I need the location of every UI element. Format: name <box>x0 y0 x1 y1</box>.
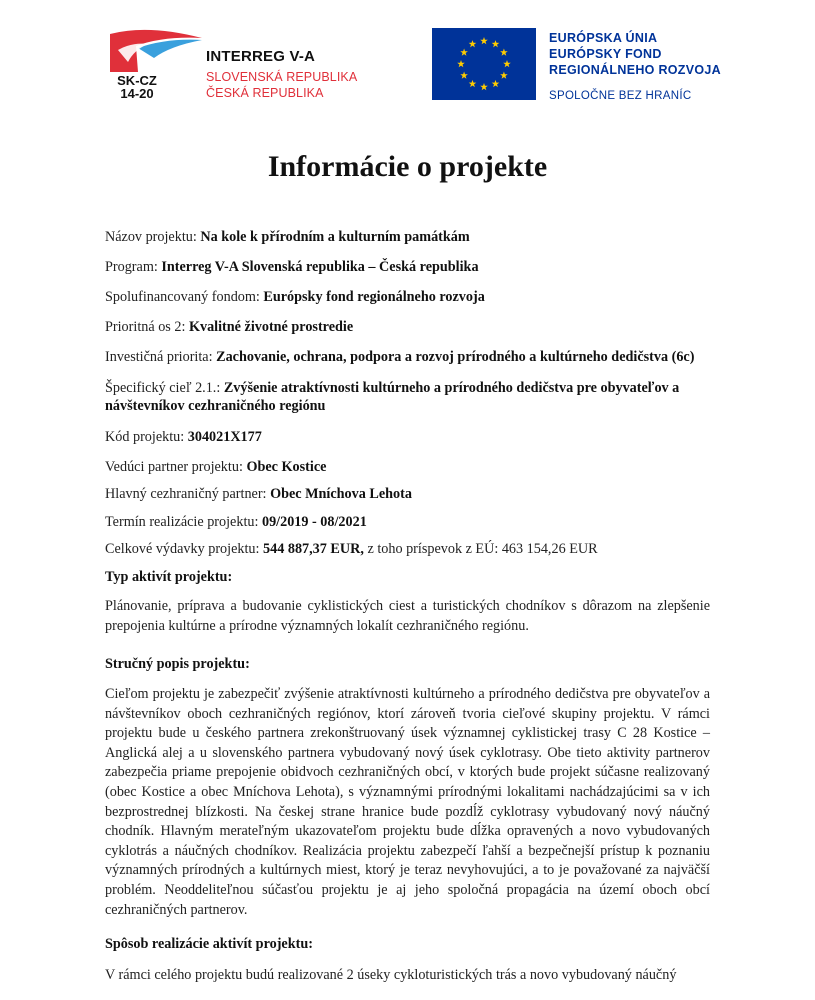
summary-text: Cieľom projektu je zabezpečiť zvýšenie atraktívnosti kultúrneho a prírodného dedičstva pre obyvateľov a návštevníkov oboch cezhraničných regiónov, ktorí zároveň tvoria cieľové skupiny projektu. V rámci projektu bude u českého partnera zrekonštruovaný úsek významnej cyklistickej trasy C 28 Kostice – Anglická alej a u slovenského partnera vybudovaný nový úsek cyklotrasy. Obe tieto aktivity partnerov zabezpečia priame prepojenie obidvoch cezhraničných obcí, v ktorých bude projekt súčasne realizovaný (obec Kostice a obec Mníchova Lehota), s významnými prírodnými lokalitami nachádzajúcimi sa v ich bezprostrednej blízkosti. Na českej strane hranice bude pozdĺž cyklotrasy vybudovaný nový náučný chodník. Hlavným merateľným ukazovateľom projektu bude dĺžka opravených a novo vybudovaných cyklotrás a náučných chodníkov. Realizácia projektu zabezpečí ľahší a bezpečnejší prístup k poznaniu významných prírodných a kultúrnych miest, ktorý je teraz nevyhovujúci, a to je považované za najväčší problém. Neoddeliteľnou súčasťou projektu je aj jeho spoločná propagácia na území oboch obcí cezhraničných partnerov. <box>105 686 710 918</box>
eu-star-icon <box>457 60 465 67</box>
activities-text: Plánovanie, príprava a budovanie cyklistických ciest a turistických chodníkov s dôrazom na zlepšenie prepojenia kultúrne a prírodne významných lokalít cezhraničného regiónu. <box>105 598 710 634</box>
field-value: Interreg V-A Slovenská republika – Česká republika <box>161 259 479 275</box>
badge-line2: 14-20 <box>120 86 154 101</box>
field-lead-partner <box>105 458 715 476</box>
field-suffix: z toho príspevok z EÚ: 463 154,26 EUR <box>367 541 598 557</box>
field-value: Európsky fond regionálneho rozvoja <box>263 289 485 305</box>
field-value: Zvýšenie atraktívnosti kultúrneho a prírodného dedičstva pre obyvateľov a návštevníkov cezhraničného regiónu <box>105 380 680 414</box>
field-value: Obec Mníchova Lehota <box>270 486 412 502</box>
method-heading: Spôsob realizácie aktivít projektu: <box>105 936 313 952</box>
interreg-logo <box>108 28 388 108</box>
field-label: Vedúci partner projektu: <box>105 459 243 475</box>
field-total-costs <box>105 540 715 558</box>
field-value: Obec Kostice <box>246 459 327 475</box>
eu-logo <box>432 28 752 104</box>
field-label: Program: <box>105 259 158 275</box>
field-fund <box>105 288 715 306</box>
field-label: Hlavný cezhraničný partner: <box>105 486 267 502</box>
field-label: Kód projektu: <box>105 429 185 445</box>
badge-line1: SK-CZ <box>117 73 157 88</box>
field-value: Zachovanie, ochrana, podpora a rozvoj prírodného a kultúrneho dedičstva (6c) <box>216 349 695 365</box>
eu-star-icon <box>469 80 477 87</box>
eu-star-icon <box>503 60 511 67</box>
field-label: Celkové výdavky projektu: <box>105 541 260 557</box>
field-cross-border-partner <box>105 485 715 503</box>
eu-star-icon <box>500 49 508 56</box>
field-label: Investičná priorita: <box>105 349 213 365</box>
field-specific-goal <box>105 379 715 415</box>
interreg-country-sk: SLOVENSKÁ REPUBLIKA <box>206 70 358 84</box>
eu-star-icon <box>480 83 488 90</box>
summary-heading: Stručný popis projektu: <box>105 656 250 672</box>
field-value: Na kole k přírodním a kulturním památkám <box>200 229 470 245</box>
activities-heading: Typ aktivít projektu: <box>105 569 233 585</box>
eu-star-icon <box>480 37 488 44</box>
page-title: Informácie o projekte <box>267 150 548 183</box>
field-project-name <box>105 228 715 246</box>
field-program <box>105 258 715 276</box>
interreg-swoosh-icon <box>108 28 204 76</box>
field-project-code <box>105 428 715 446</box>
field-investment-priority <box>105 348 715 366</box>
field-value: 544 887,37 EUR, <box>263 541 364 557</box>
field-label: Termín realizácie projektu: <box>105 514 259 530</box>
eu-star-icon <box>500 72 508 79</box>
interreg-program: INTERREG V-A <box>206 48 316 65</box>
field-value: 304021X177 <box>187 429 262 445</box>
field-value: Kvalitné životné prostredie <box>188 319 354 335</box>
field-label: Spolufinancovaný fondom: <box>105 289 260 305</box>
method-text: V rámci celého projektu budú realizované 2 úseky cykloturistických trás a novo vybudovaný náučný <box>105 967 677 983</box>
eu-star-icon <box>492 40 500 47</box>
field-label: Špecifický cieľ 2.1.: <box>105 380 221 396</box>
eu-flag-icon <box>432 28 536 100</box>
field-label: Názov projektu: <box>105 229 197 245</box>
eu-line3: REGIONÁLNEHO ROZVOJA <box>549 63 721 77</box>
field-priority-axis <box>105 318 715 336</box>
field-term <box>105 513 715 531</box>
eu-star-icon <box>492 80 500 87</box>
eu-star-icon <box>460 72 468 79</box>
field-value: 09/2019 - 08/2021 <box>261 514 367 530</box>
eu-star-icon <box>469 40 477 47</box>
eu-star-icon <box>460 49 468 56</box>
eu-line2: EURÓPSKY FOND <box>549 47 662 61</box>
eu-line1: EURÓPSKA ÚNIA <box>549 31 658 45</box>
interreg-country-cz: ČESKÁ REPUBLIKA <box>206 86 324 100</box>
field-label: Prioritná os 2: <box>105 319 186 335</box>
eu-motto: SPOLOČNE BEZ HRANÍC <box>549 90 692 102</box>
